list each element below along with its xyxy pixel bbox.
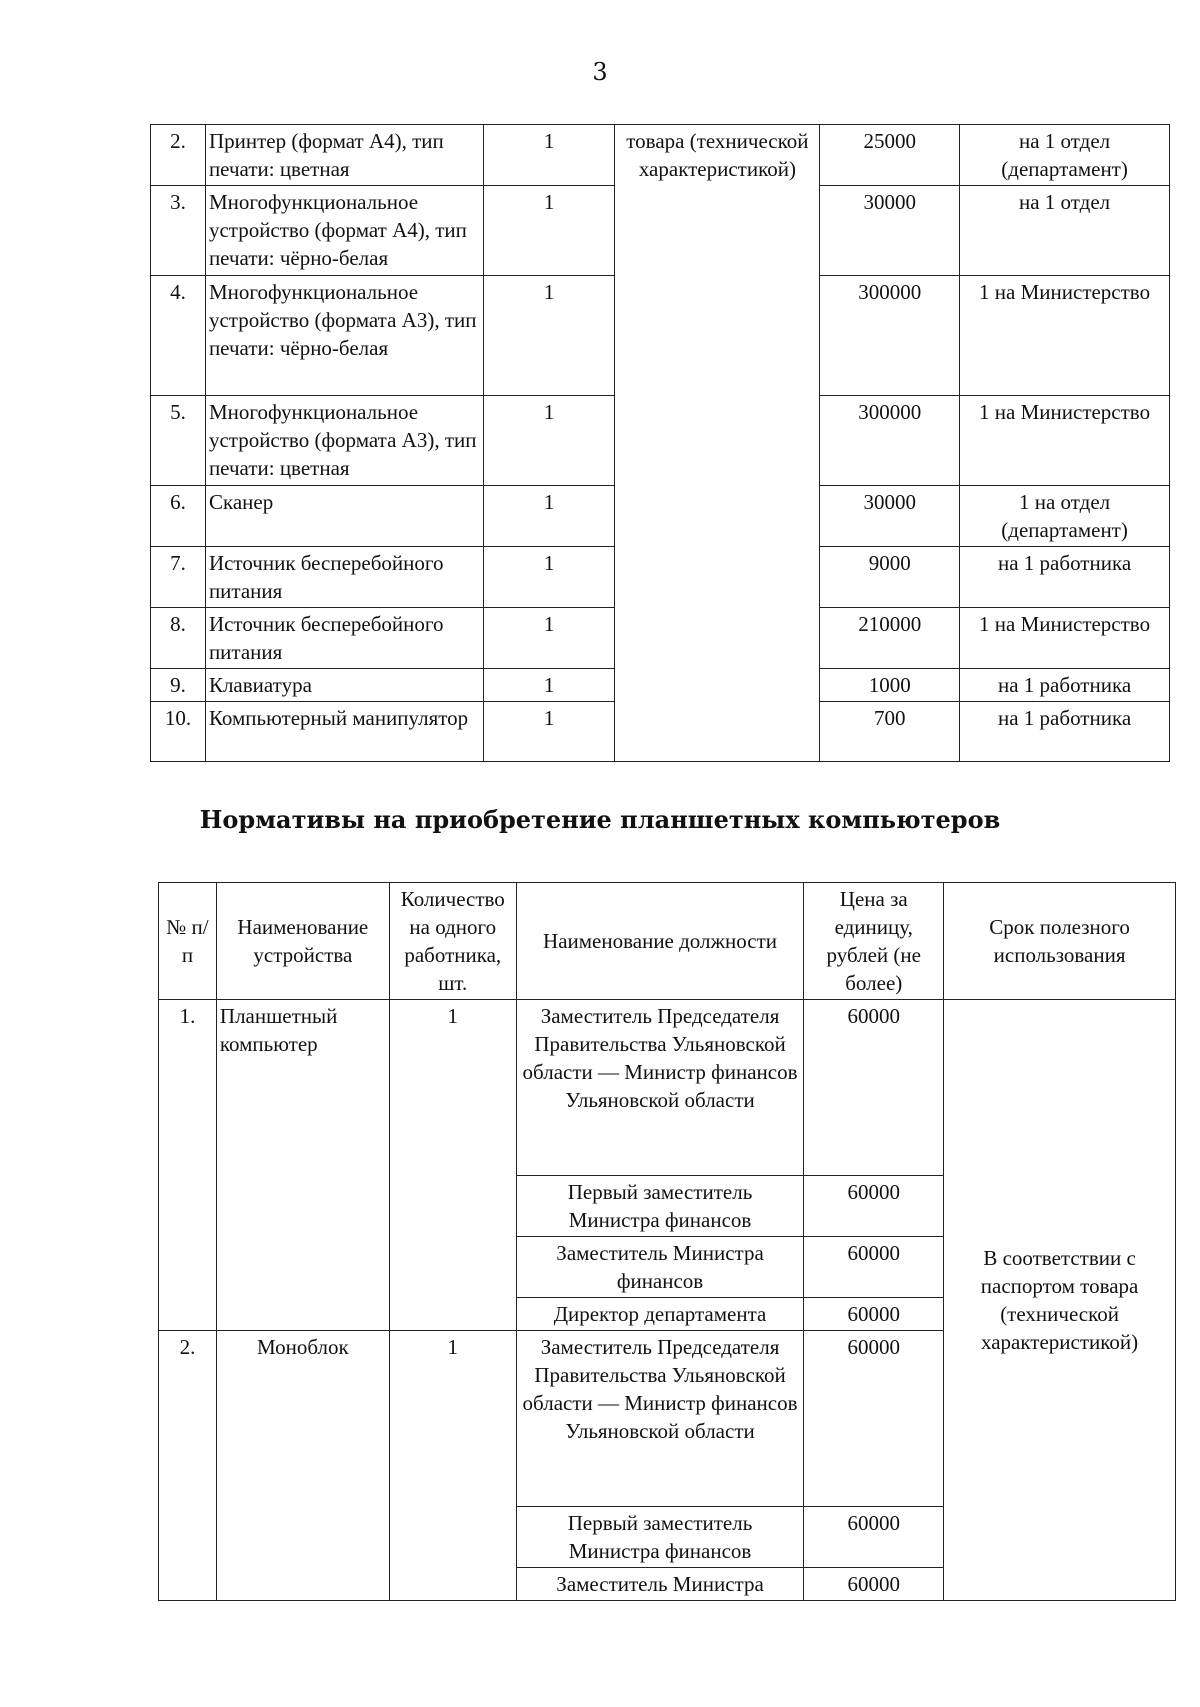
- position-name: Первый заместитель Министра финансов: [516, 1507, 804, 1568]
- device-name: Источник бесперебойного питания: [205, 608, 483, 669]
- page-number: 3: [592, 58, 608, 86]
- header-position: Наименование должности: [516, 883, 804, 1000]
- position-price: 60000: [804, 1331, 944, 1507]
- row-number: 9.: [151, 669, 206, 702]
- device-price: 210000: [820, 608, 960, 669]
- device-norm: на 1 отдел (департамент): [960, 125, 1170, 186]
- device-norm: на 1 отдел: [960, 186, 1170, 276]
- row-number: 4.: [151, 276, 206, 396]
- device-quantity: 1: [483, 276, 615, 396]
- device-norm: на 1 работника: [960, 669, 1170, 702]
- device-quantity: 1: [483, 702, 615, 762]
- device-price: 30000: [820, 186, 960, 276]
- device-quantity: 1: [483, 547, 615, 608]
- row-number: 10.: [151, 702, 206, 762]
- group-number: 1.: [159, 1000, 217, 1331]
- device-quantity: 1: [483, 125, 615, 186]
- row-number: 2.: [151, 125, 206, 186]
- device-norm: 1 на Министерство: [960, 608, 1170, 669]
- position-price: 60000: [804, 1568, 944, 1601]
- device-quantity: 1: [483, 486, 615, 547]
- merged-note: товара (технической характеристикой): [615, 125, 820, 762]
- group-number: 2.: [159, 1331, 217, 1601]
- position-name: Заместитель Министра: [516, 1568, 804, 1601]
- section-title: Нормативы на приобретение планшетных компьютеров: [199, 805, 1001, 834]
- row-number: 6.: [151, 486, 206, 547]
- device-norm: 1 на Министерство: [960, 396, 1170, 486]
- group-device: Планшетный компьютер: [216, 1000, 389, 1331]
- device-norm: на 1 работника: [960, 702, 1170, 762]
- header-num: № п/п: [159, 883, 217, 1000]
- device-quantity: 1: [483, 396, 615, 486]
- position-name: Заместитель Министра финансов: [516, 1237, 804, 1298]
- row-number: 5.: [151, 396, 206, 486]
- device-price: 300000: [820, 396, 960, 486]
- header-quantity: Количество на одного работника, шт.: [389, 883, 516, 1000]
- device-norm: 1 на Министерство: [960, 276, 1170, 396]
- position-price: 60000: [804, 1237, 944, 1298]
- table-row: [151, 125, 1170, 186]
- position-price: 60000: [804, 1176, 944, 1237]
- term-note: В соответствии с паспортом товара (технической характеристикой): [944, 1000, 1176, 1601]
- position-name: Заместитель Председателя Правительства Ульяновской области — Министр финансов Ульяновской области: [516, 1000, 804, 1176]
- device-name: Источник бесперебойного питания: [205, 547, 483, 608]
- position-price: 60000: [804, 1507, 944, 1568]
- device-name: Принтер (формат А4), тип печати: цветная: [205, 125, 483, 186]
- device-name: Сканер: [205, 486, 483, 547]
- header-device: Наименование устройства: [216, 883, 389, 1000]
- position-name: Заместитель Председателя Правительства Ульяновской области — Министр финансов Ульяновской области: [516, 1331, 804, 1507]
- device-name: Многофункциональное устройство (формата А3), тип печати: цветная: [205, 396, 483, 486]
- device-price: 9000: [820, 547, 960, 608]
- device-quantity: 1: [483, 669, 615, 702]
- position-price: 60000: [804, 1000, 944, 1176]
- position-name: Директор департамента: [516, 1298, 804, 1331]
- device-price: 1000: [820, 669, 960, 702]
- group-quantity: 1: [389, 1000, 516, 1331]
- device-name: Многофункциональное устройство (формата А3), тип печати: чёрно-белая: [205, 276, 483, 396]
- device-name: Компьютерный манипулятор: [205, 702, 483, 762]
- device-price: 700: [820, 702, 960, 762]
- device-quantity: 1: [483, 608, 615, 669]
- row-number: 3.: [151, 186, 206, 276]
- device-norm: 1 на отдел (департамент): [960, 486, 1170, 547]
- tablet-norms-table: [158, 882, 1176, 1601]
- device-price: 25000: [820, 125, 960, 186]
- device-name: Многофункциональное устройство (формат А4), тип печати: чёрно-белая: [205, 186, 483, 276]
- group-device: Моноблок: [216, 1331, 389, 1601]
- table-header-row: [159, 883, 1176, 1000]
- equipment-norms-table: [150, 124, 1170, 762]
- header-term: Срок полезного использования: [944, 883, 1176, 1000]
- device-price: 300000: [820, 276, 960, 396]
- table-row: [159, 1000, 1176, 1176]
- row-number: 7.: [151, 547, 206, 608]
- position-name: Первый заместитель Министра финансов: [516, 1176, 804, 1237]
- position-price: 60000: [804, 1298, 944, 1331]
- device-norm: на 1 работника: [960, 547, 1170, 608]
- device-price: 30000: [820, 486, 960, 547]
- row-number: 8.: [151, 608, 206, 669]
- device-quantity: 1: [483, 186, 615, 276]
- header-price: Цена за единицу, рублей (не более): [804, 883, 944, 1000]
- device-name: Клавиатура: [205, 669, 483, 702]
- group-quantity: 1: [389, 1331, 516, 1601]
